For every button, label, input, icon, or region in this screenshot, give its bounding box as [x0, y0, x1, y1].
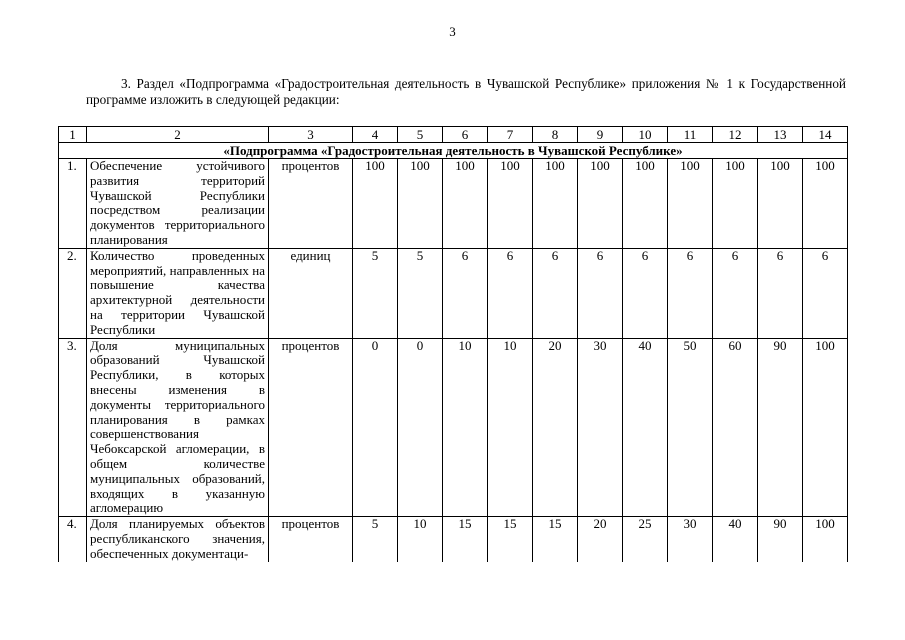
value-cell: 100 [803, 338, 848, 517]
value-cell: 100 [803, 159, 848, 249]
value-cell: 6 [443, 248, 488, 338]
column-header: 12 [713, 127, 758, 143]
value-cell: 40 [713, 517, 758, 562]
value-cell: 6 [758, 248, 803, 338]
intro-paragraph: 3. Раздел «Подпрограмма «Градостроительная деятельность в Чувашской Республике» приложения № 1 к Государственной программе изложить в следующей редакции: [86, 76, 846, 107]
column-header: 10 [623, 127, 668, 143]
value-cell: 20 [578, 517, 623, 562]
value-cell: 5 [353, 517, 398, 562]
value-cell: 40 [623, 338, 668, 517]
value-cell: 10 [398, 517, 443, 562]
value-cell: 100 [668, 159, 713, 249]
indicators-table [58, 126, 848, 562]
unit-cell: единиц [269, 248, 353, 338]
unit-cell: процентов [269, 517, 353, 562]
value-cell: 100 [758, 159, 803, 249]
value-cell: 100 [533, 159, 578, 249]
column-header: 3 [269, 127, 353, 143]
value-cell: 90 [758, 338, 803, 517]
value-cell: 90 [758, 517, 803, 562]
value-cell: 100 [713, 159, 758, 249]
column-header: 8 [533, 127, 578, 143]
value-cell: 100 [488, 159, 533, 249]
indicator-name: Количество проведенных мероприятий, направленных на повышение качества архитектурной деятельности на территории Чувашской Республики [87, 248, 269, 338]
table-row [59, 338, 848, 517]
value-cell: 30 [578, 338, 623, 517]
table-row [59, 517, 848, 562]
indicator-name: Доля планируемых объектов республиканского значения, обеспеченных документаци- [87, 517, 269, 562]
row-number: 3. [59, 338, 87, 517]
value-cell: 5 [398, 248, 443, 338]
column-header: 5 [398, 127, 443, 143]
value-cell: 100 [803, 517, 848, 562]
column-header: 6 [443, 127, 488, 143]
value-cell: 100 [398, 159, 443, 249]
column-header: 2 [87, 127, 269, 143]
value-cell: 15 [488, 517, 533, 562]
value-cell: 5 [353, 248, 398, 338]
column-header: 11 [668, 127, 713, 143]
table-row [59, 159, 848, 249]
value-cell: 6 [713, 248, 758, 338]
value-cell: 100 [443, 159, 488, 249]
value-cell: 0 [353, 338, 398, 517]
page-number: 3 [449, 24, 456, 39]
value-cell: 0 [398, 338, 443, 517]
value-cell: 50 [668, 338, 713, 517]
row-number: 2. [59, 248, 87, 338]
column-header: 14 [803, 127, 848, 143]
value-cell: 6 [578, 248, 623, 338]
value-cell: 60 [713, 338, 758, 517]
value-cell: 6 [803, 248, 848, 338]
indicator-name: Обеспечение устойчивого развития территорий Чувашской Республики посредством реализации документов территориального планирования [87, 159, 269, 249]
table-row [59, 248, 848, 338]
value-cell: 10 [488, 338, 533, 517]
value-cell: 100 [578, 159, 623, 249]
column-header: 9 [578, 127, 623, 143]
column-header: 7 [488, 127, 533, 143]
value-cell: 15 [533, 517, 578, 562]
value-cell: 15 [443, 517, 488, 562]
indicator-name: Доля муниципальных образований Чувашской Республики, в которых внесены изменения в документы территориального планирования в рамках совершенствования Чебоксарской агломерации, в общем количестве муниципальных образований, входящих в указанную агломерацию [87, 338, 269, 517]
value-cell: 6 [533, 248, 578, 338]
value-cell: 6 [668, 248, 713, 338]
table-header-row [59, 127, 848, 143]
value-cell: 20 [533, 338, 578, 517]
unit-cell: процентов [269, 338, 353, 517]
value-cell: 30 [668, 517, 713, 562]
value-cell: 100 [623, 159, 668, 249]
column-header: 1 [59, 127, 87, 143]
unit-cell: процентов [269, 159, 353, 249]
value-cell: 6 [623, 248, 668, 338]
value-cell: 25 [623, 517, 668, 562]
column-header: 13 [758, 127, 803, 143]
value-cell: 100 [353, 159, 398, 249]
value-cell: 6 [488, 248, 533, 338]
section-title: «Подпрограмма «Градостроительная деятельность в Чувашской Республике» [59, 143, 848, 159]
row-number: 1. [59, 159, 87, 249]
value-cell: 10 [443, 338, 488, 517]
column-header: 4 [353, 127, 398, 143]
section-title-row [59, 143, 848, 159]
row-number: 4. [59, 517, 87, 562]
